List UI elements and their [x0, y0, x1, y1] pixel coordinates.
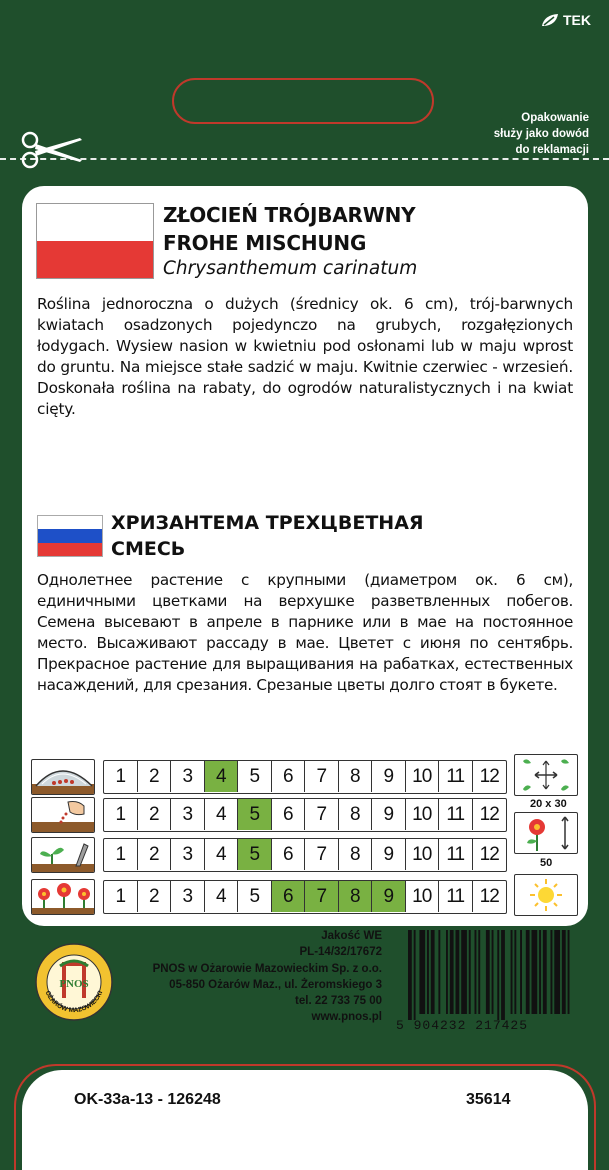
- month-cell: 2: [138, 881, 172, 912]
- month-cell: 9: [372, 881, 406, 912]
- barcode-bar: [539, 930, 541, 1014]
- month-cell: 1: [104, 761, 138, 792]
- scissors-icon: [20, 130, 86, 170]
- barcode-digits: 5 904232 217425: [396, 1018, 529, 1033]
- month-cell: 12: [479, 843, 499, 865]
- month-cell: 11: [439, 799, 473, 830]
- barcode-bar: [486, 930, 490, 1014]
- brand-text: TEK: [563, 12, 591, 28]
- month-cell: 3: [171, 881, 205, 912]
- month-cell: 11: [439, 881, 473, 912]
- sun-icon: [514, 874, 578, 916]
- bottom-label: [22, 1070, 588, 1170]
- month-cell: 2: [138, 839, 172, 870]
- barcode-bar: [551, 930, 553, 1014]
- calendar-row-sowing-under-cover: [31, 758, 507, 796]
- month-cell: 7: [305, 881, 339, 912]
- company-line: 05-850 Ożarów Maz., ul. Żeromskiego 3: [169, 978, 382, 991]
- month-strip: [103, 798, 507, 832]
- latin-name: Chrysanthemum carinatum: [163, 258, 418, 279]
- barcode-bar: [427, 930, 429, 1014]
- barcode-bar: [414, 930, 416, 1020]
- warranty-line: Opakowanie: [521, 112, 589, 124]
- polish-title-line: FROHE MISCHUNG: [163, 231, 367, 255]
- greenhouse-sowing-icon: [31, 759, 95, 795]
- month-cell: 9: [372, 761, 406, 792]
- month-cell: 5: [238, 839, 272, 870]
- plant-height-icon: [514, 812, 578, 854]
- barcode-bar: [511, 930, 513, 1014]
- barcode-bar: [446, 930, 448, 1014]
- month-cell: 6: [272, 881, 306, 912]
- russian-title-line: ХРИЗАНТЕМА ТРЕХЦВЕТНАЯ: [111, 512, 424, 534]
- polish-title: [163, 201, 583, 257]
- polish-flag-icon: [36, 203, 154, 279]
- month-strip: [103, 880, 507, 914]
- month-cell: 4: [205, 839, 239, 870]
- barcode-bar: [478, 930, 480, 1014]
- flowers-icon: [31, 879, 95, 915]
- month-cell: 4: [205, 761, 239, 792]
- month-cell: 4: [205, 881, 239, 912]
- month-cell: 12: [479, 803, 499, 825]
- calendar-row-planting-out: [31, 836, 507, 874]
- barcode-bar: [543, 930, 547, 1014]
- barcode-bar: [492, 930, 494, 1014]
- barcode-bar: [419, 930, 425, 1014]
- barcode-bar: [469, 930, 471, 1014]
- month-cell: 3: [171, 799, 205, 830]
- warranty-line: służy jako dowód: [493, 128, 589, 140]
- month-cell: 6: [272, 839, 306, 870]
- barcode-bar: [431, 930, 435, 1014]
- month-cell: 10: [406, 881, 440, 912]
- barcode-bar: [408, 930, 412, 1020]
- month-cell: 12: [479, 885, 499, 907]
- leaf-icon: [540, 12, 560, 28]
- barcode-bar: [562, 930, 566, 1014]
- month-cell: 8: [339, 881, 373, 912]
- warranty-note: [494, 110, 589, 158]
- month-cell: 2: [138, 799, 172, 830]
- calendar-row-sowing-outdoors: [31, 796, 507, 834]
- month-cell: 9: [372, 799, 406, 830]
- russian-description: Однолетнее растение с крупными (диаметром ок. 6 см), единичными цветками на верхушке разветвленных побегов. Семена высевают в апреле в парнике или в мае на постоянное место. Высаживают рассаду в мае. Цветет с июня по сентябрь. Прекрасное растение для выращивания на рабатках, естественных насаждений, для срезания. Срезаные цветы долго стоят в букете.: [37, 571, 573, 694]
- barcode-bar: [568, 930, 570, 1014]
- polish-title-line: ZŁOCIEŃ TRÓJBARWNY: [163, 203, 416, 227]
- company-line: Jakość WE: [321, 930, 382, 942]
- seedling-planting-icon: [31, 837, 95, 873]
- month-cell: 1: [104, 881, 138, 912]
- month-cell: 7: [305, 839, 339, 870]
- month-cell: 12: [479, 765, 499, 787]
- month-cell: 7: [305, 761, 339, 792]
- cut-line: [0, 158, 609, 160]
- batch-code: OK-33a-13 - 126248: [74, 1091, 221, 1108]
- month-cell: 5: [238, 761, 272, 792]
- company-line: PNOS w Ożarowie Mazowieckim Sp. z o.o.: [152, 962, 382, 975]
- company-line: tel. 22 733 75 00: [295, 995, 382, 1008]
- barcode-bar: [514, 930, 516, 1014]
- month-cell: 5: [238, 881, 272, 912]
- pnos-logo-icon: [34, 942, 114, 1022]
- barcode-bar: [526, 930, 530, 1014]
- warranty-line: do reklamacji: [515, 144, 589, 156]
- barcode-bar: [450, 930, 454, 1014]
- russian-title: [111, 510, 571, 562]
- brand-mark: [540, 12, 591, 28]
- height-label: 50: [540, 857, 553, 869]
- month-cell: 10: [406, 761, 440, 792]
- logo-text: OŻARÓW MAZOWIECKI: [43, 989, 105, 1015]
- logo-initials: PNOS: [59, 978, 89, 990]
- month-cell: 6: [272, 799, 306, 830]
- barcode-bar: [532, 930, 538, 1014]
- spacing-label: 20 x 30: [530, 798, 567, 810]
- barcode-bar: [554, 930, 560, 1014]
- month-strip: [103, 838, 507, 872]
- month-strip: [103, 760, 507, 794]
- hang-hole: [172, 78, 434, 124]
- month-cell: 8: [339, 761, 373, 792]
- polish-description: Roślina jednoroczna o dużych (średnicy ok. 6 cm), trój-barwnych kwiatach osadzonych pojedynczo na grubych, rozgałęzionych łodygach. Wysiew nasion w kwietniu pod osłonami lub w maju wprost do gruntu. Na miejsce stałe sadzić w maju. Kwitnie czerwiec - wrzesień. Doskonała roślina na rabaty, do ogrodów naturalistycznych i na kwiat cięty.: [37, 295, 573, 418]
- barcode-bar: [456, 930, 460, 1014]
- barcode-bar: [501, 930, 505, 1020]
- hand-sowing-icon: [31, 797, 95, 833]
- barcode-bar: [438, 930, 440, 1014]
- barcode-bar: [461, 930, 467, 1014]
- month-cell: 1: [104, 839, 138, 870]
- month-cell: 6: [272, 761, 306, 792]
- company-info: [120, 928, 382, 1026]
- spacing-icon: [514, 754, 578, 796]
- russian-flag-icon: [37, 515, 103, 557]
- calendar-row-flowering: [31, 878, 507, 916]
- month-cell: 11: [439, 761, 473, 792]
- month-cell: 8: [339, 839, 373, 870]
- barcode-bar: [475, 930, 477, 1014]
- month-cell: 2: [138, 761, 172, 792]
- russian-title-line: СМЕСЬ: [111, 538, 186, 560]
- company-line: PL-14/32/17672: [299, 946, 382, 959]
- month-cell: 3: [171, 761, 205, 792]
- month-cell: 3: [171, 839, 205, 870]
- product-number: 35614: [466, 1091, 511, 1108]
- month-cell: 4: [205, 799, 239, 830]
- barcode-bar: [520, 930, 522, 1014]
- barcode-bar: [497, 930, 499, 1020]
- month-cell: 8: [339, 799, 373, 830]
- month-cell: 10: [406, 799, 440, 830]
- month-cell: 5: [238, 799, 272, 830]
- month-cell: 9: [372, 839, 406, 870]
- month-cell: 1: [104, 799, 138, 830]
- month-cell: 10: [406, 839, 440, 870]
- company-line: www.pnos.pl: [311, 1011, 382, 1024]
- month-cell: 11: [439, 839, 473, 870]
- month-cell: 7: [305, 799, 339, 830]
